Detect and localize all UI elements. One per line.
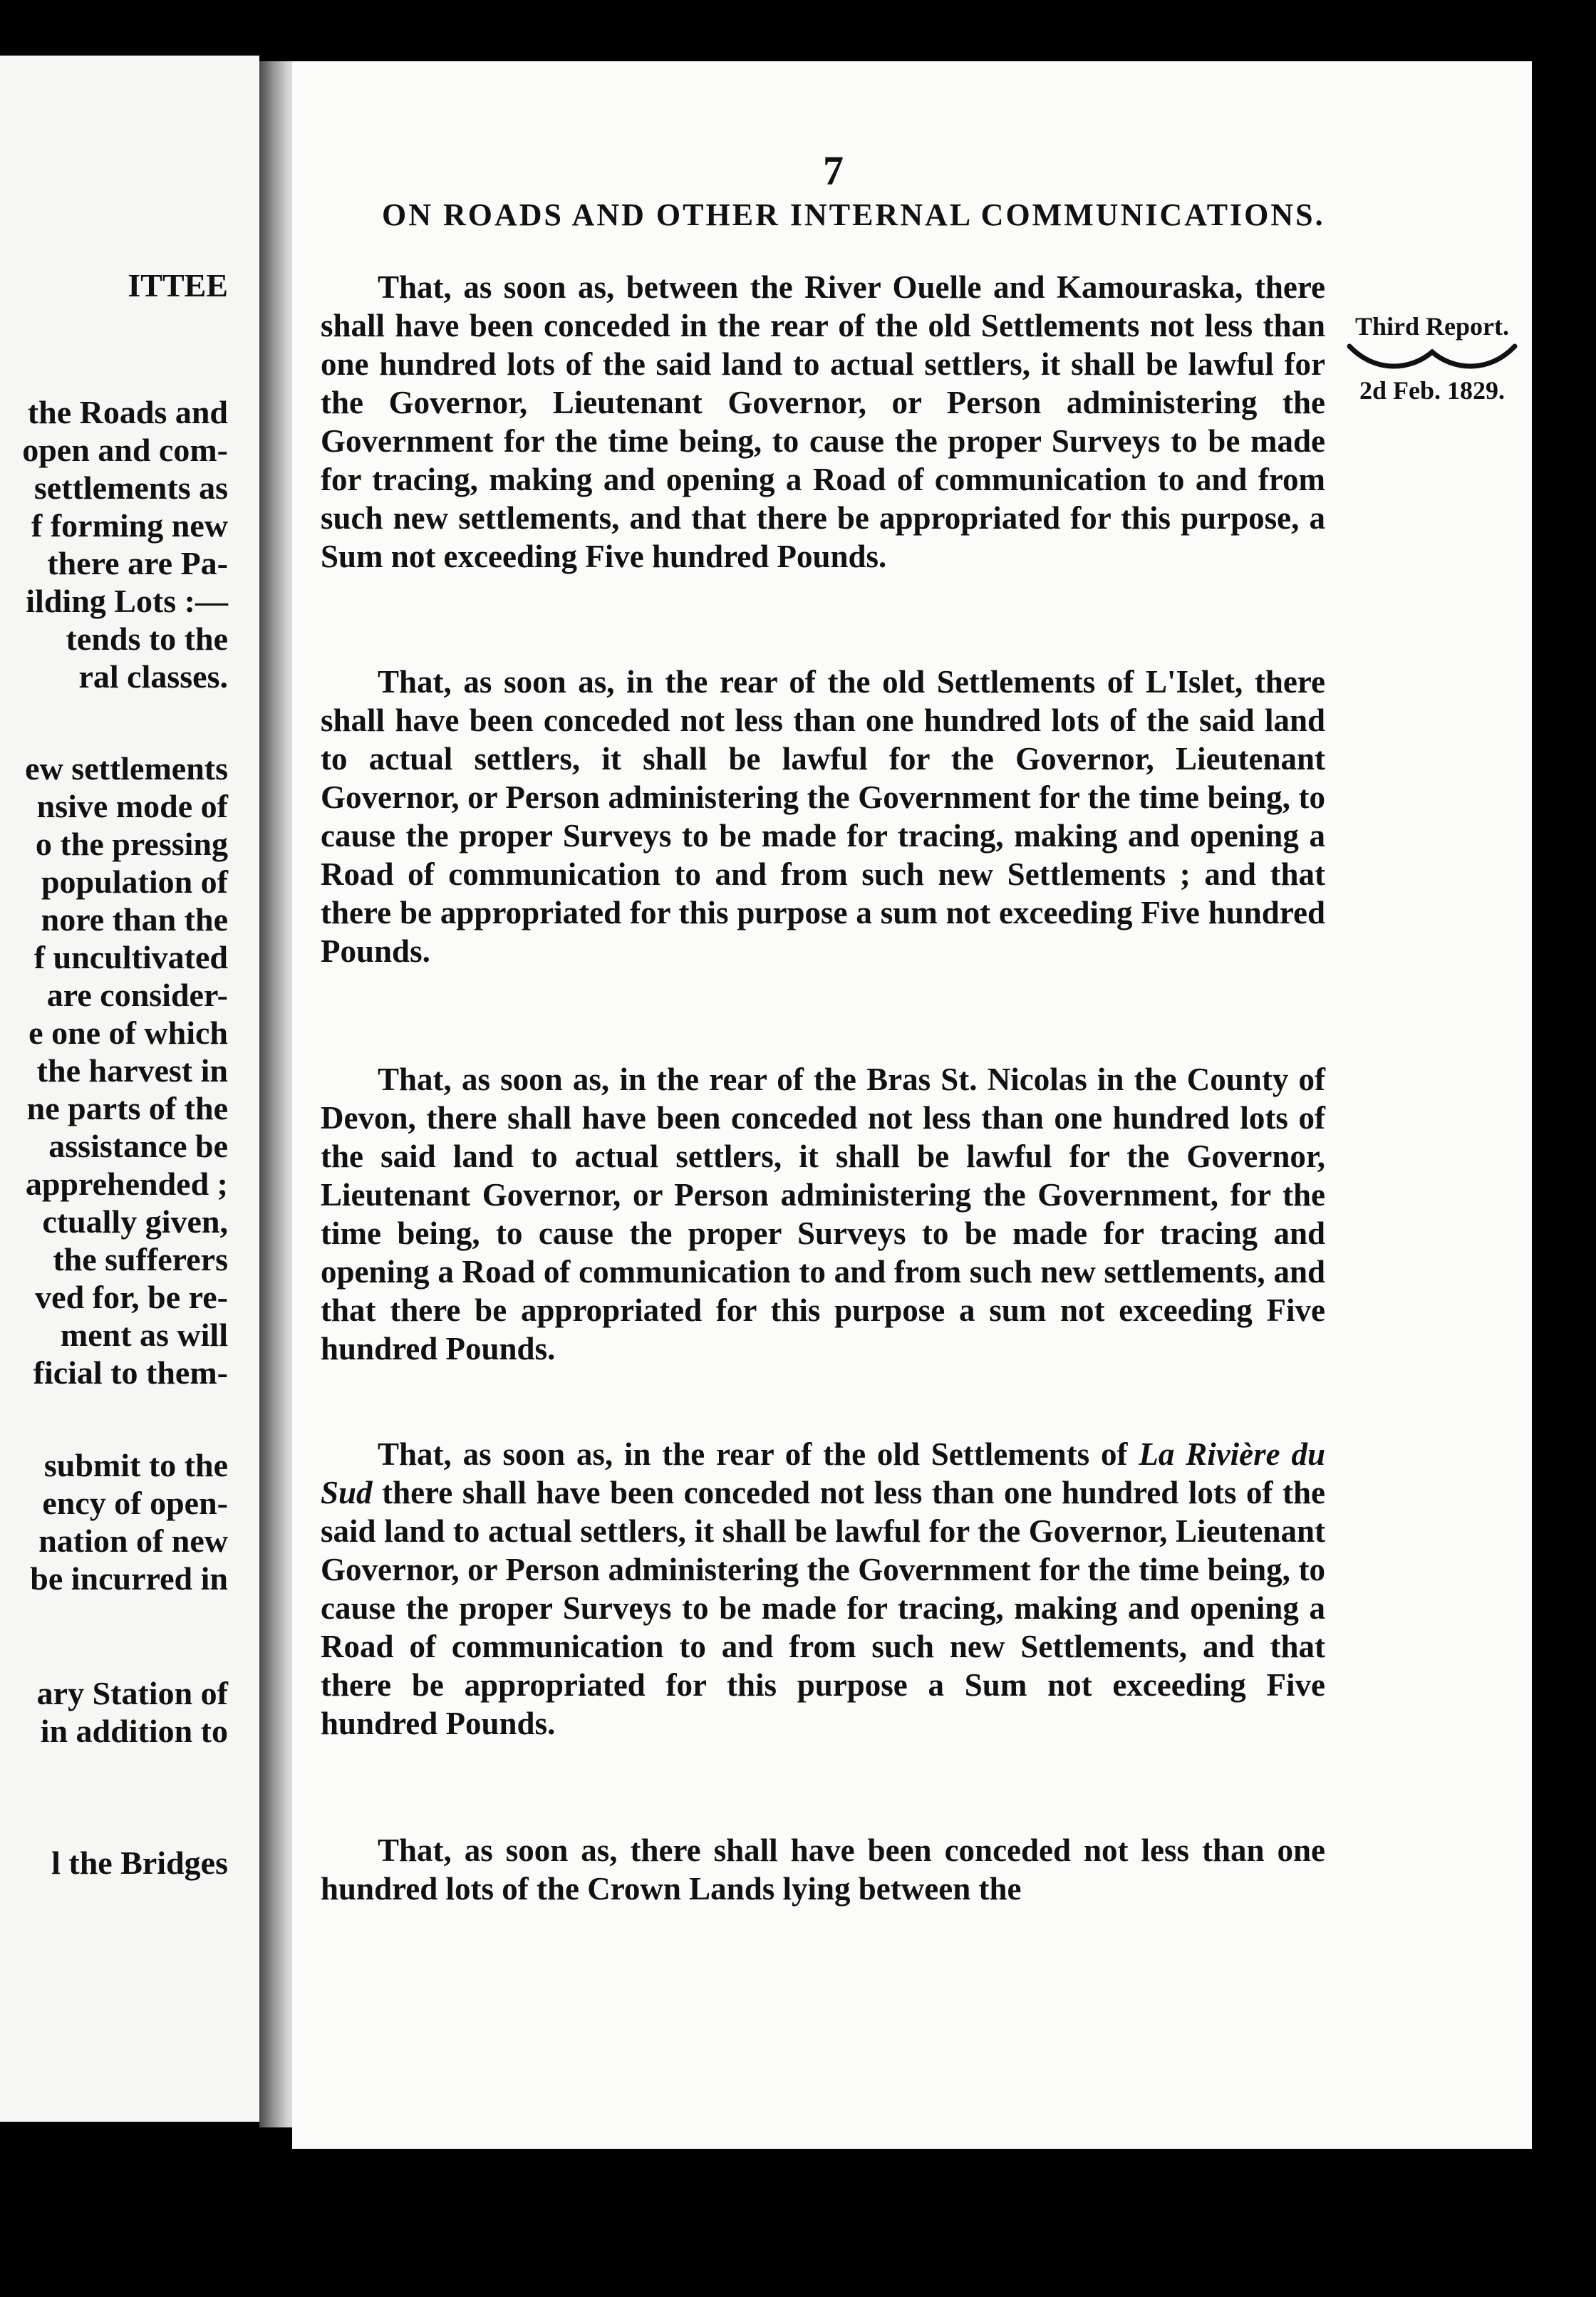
left-line: nation of new	[38, 1523, 228, 1559]
left-line: be incurred in	[30, 1560, 228, 1597]
margin-note	[1340, 311, 1525, 406]
left-line: apprehended ;	[25, 1166, 228, 1202]
left-line: ilding Lots :—	[26, 583, 228, 619]
paragraph-text: That, as soon as, in the rear of the old Settlements of	[378, 1436, 1139, 1472]
left-line: in addition to	[40, 1713, 228, 1749]
left-line: tends to the	[66, 621, 228, 657]
left-line: ment as will	[60, 1317, 228, 1353]
left-page-fragment	[0, 56, 259, 2122]
resolution-paragraph	[321, 1435, 1325, 1743]
left-line: the Roads and	[27, 394, 228, 430]
left-line: e one of which	[28, 1015, 228, 1051]
left-line: settlements as	[33, 470, 228, 506]
left-line: ary Station of	[36, 1675, 228, 1711]
resolution-paragraph: That, as soon as, in the rear of the Bras St. Nicolas in the County of Devon, there shall have been conceded not less than one hundred lots of the said land to actual settlers, it shall be lawful for the Governor, Lieutenant Governor, or Person administering the Government, for the time being, to cause the proper Surveys to be made for tracing and opening a Road of communication to and from such new settlements, and that there be appropriated for this purpose a sum not exceeding Five hundred Pounds.	[321, 1062, 1325, 1367]
left-line: nsive mode of	[36, 788, 228, 824]
left-line: the harvest in	[36, 1052, 228, 1089]
page-heading: ON ROADS AND OTHER INTERNAL COMMUNICATIONS.	[382, 197, 1325, 232]
resolution-paragraph: That, as soon as, there shall have been conceded not less than one hundred lots of the Crown Lands lying between the	[321, 1832, 1325, 1907]
brace-icon	[1347, 342, 1518, 375]
left-line: ITTEE	[128, 267, 228, 304]
left-line: ved for, be re-	[35, 1279, 228, 1315]
place-name: La Rivière du Sud	[321, 1436, 1325, 1510]
left-line: ctually given,	[42, 1203, 228, 1240]
page-number: 7	[823, 147, 844, 194]
left-line: ew settlements	[25, 750, 228, 787]
left-line: l the Bridges	[51, 1845, 228, 1881]
left-line: o the pressing	[35, 826, 228, 862]
margin-note-date: 2d Feb. 1829.	[1359, 376, 1505, 405]
left-line: nore than the	[41, 901, 228, 938]
left-line: assistance be	[48, 1128, 228, 1164]
left-line: f uncultivated	[33, 939, 228, 975]
left-line: population of	[41, 864, 228, 900]
left-line: ficial to them-	[33, 1354, 228, 1391]
paragraph-text: there shall have been conceded not less than one hundred lots of the said land to actual settlers, it shall be lawful for the Governor, Lieutenant Governor, or Person administering the Government for the time being, to cause the proper Surveys to be made for tracing, making and opening a Road of communication to and from such new Settlements, and that there be appropriated for this purpose a Sum not exceeding Five hundred Pounds.	[321, 1475, 1325, 1741]
resolution-paragraph: That, as soon as, between the River Ouelle and Kamouraska, there shall have been conceded in the rear of the old Settlements not less than one hundred lots of the said land to actual settlers, it shall be lawful for the Governor, Lieutenant Governor, or Person administering the Government for the time being, to cause the proper Surveys to be made for tracing, making and opening a Road of communication to and from such new settlements, and that there be appropriated for this purpose, a Sum not exceeding Five hundred Pounds.	[321, 269, 1325, 574]
resolution-paragraph: That, as soon as, in the rear of the old Settlements of L'Islet, there shall have been conceded not less than one hundred lots of the said land to actual settlers, it shall be lawful for the Governor, Lieutenant Governor, or Person administering the Government for the time being, to cause the proper Surveys to be made for tracing, making and opening a Road of communication to and from such new Settlements ; and that there be appropriated for this purpose a sum not exceeding Five hundred Pounds.	[321, 664, 1325, 969]
left-line: ency of open-	[42, 1485, 228, 1521]
margin-note-report: Third Report.	[1355, 312, 1509, 341]
left-line: open and com-	[22, 432, 228, 468]
left-line: ne parts of the	[26, 1090, 228, 1126]
left-line: the sufferers	[53, 1241, 228, 1277]
left-line: are consider-	[46, 977, 228, 1013]
left-line: ral classes.	[78, 658, 228, 695]
left-line: submit to the	[43, 1447, 228, 1483]
left-line: there are Pa-	[47, 545, 228, 581]
left-line: f forming new	[31, 507, 228, 544]
